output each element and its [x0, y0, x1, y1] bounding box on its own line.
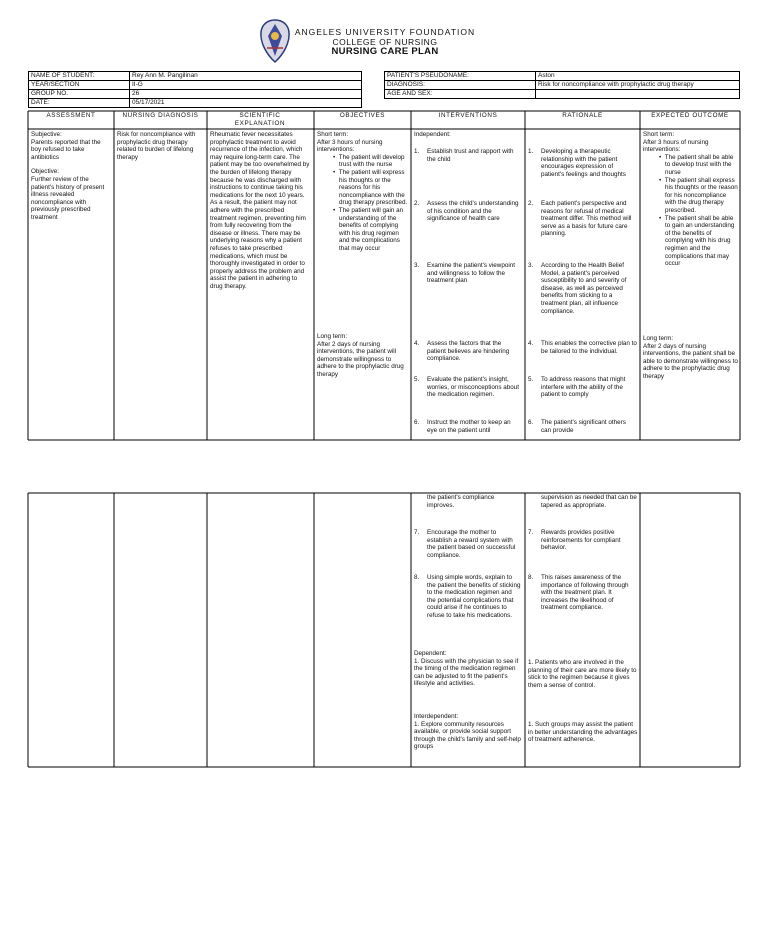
objectives-long-text: After 2 days of nursing interventions, the patient will demonstrate willingness to adhere to the prophylactic drug therapy [317, 340, 404, 378]
assessment-cell [31, 131, 111, 222]
scientific-explanation-text: Rheumatic fever necessitates prophylactic treatment to avoid recurrence of the infection, which may require long-term care. The patient may be too overwhelmed by the burden of lifelong therapy because he was discharged with instructions to continue taking his medications for the next 10 years. As a result, the patient may not adhere with the prescribed treatment regimen, preventing him from fully recovering from the disease or illness. There may be underlying reasons why a patient refuses to take prescribed medications, which must be thoroughly investigated in order to properly address the problem and assist the patient in adhering to drug therapy. [210, 131, 310, 290]
rationale-dependent-text: 1. Patients who are involved in the planning of their care are more likely to stick to the regimen because it gives them a sense of control. [528, 659, 637, 689]
table-row [385, 81, 740, 90]
col-header-rationale: RATIONALE [562, 112, 603, 119]
info-label: DATE: [29, 99, 130, 108]
info-label: DIAGNOSIS: [385, 81, 536, 90]
info-value: II-G [130, 81, 362, 90]
nursing-diagnosis-text: Risk for noncompliance with prophylactic drug therapy related to burden of lifelong therapy [117, 131, 196, 161]
objective-text: Further review of the patient's history of present illness revealed noncompliance with previously prescribed treatment [31, 175, 105, 221]
table-row [385, 90, 740, 99]
interdependent-label: Interdependent: [414, 713, 459, 720]
info-label: YEAR/SECTION [29, 81, 130, 90]
table-row [29, 99, 362, 108]
col-header-assessment: ASSESSMENT [46, 112, 96, 119]
rationale-interdependent-text: 1. Such groups may assist the patient in better understanding the advantages of treatment adherence. [528, 721, 638, 744]
student-info-table [28, 71, 362, 108]
expected-outcome-cell [643, 131, 738, 268]
document-header [290, 27, 480, 57]
outcome-long-term [643, 335, 738, 381]
col-header-interventions: INTERVENTIONS [438, 112, 498, 119]
objectives-long-label: Long term: [317, 333, 348, 340]
outcome-short-text: After 3 hours of nursing interventions: [643, 138, 709, 154]
col-header-expected-outcome: EXPECTED OUTCOME [651, 112, 729, 119]
intervention-item-continued: the patient's compliance improves. [427, 494, 495, 509]
objectives-long-term [317, 333, 409, 379]
objectives-short-label: Short term: [317, 131, 349, 138]
interventions-dependent [414, 650, 522, 688]
objectives-short-text: After 3 hours of nursing interventions: [317, 138, 383, 154]
interventions-interdependent [414, 713, 522, 751]
subjective-text: Parents reported that the boy refused to take antibiotics [31, 138, 101, 161]
outcome-long-label: Long term: [643, 335, 674, 342]
list-item: • The patient will develop trust with the nurse [333, 153, 405, 169]
info-label: PATIENT'S PSEUDONAME: [385, 72, 536, 81]
list-item: • The patient shall express his thoughts or the reason for his noncompliance with the drug therapy prescribed. [659, 176, 738, 214]
info-value [536, 90, 740, 99]
info-label: NAME OF STUDENT: [29, 72, 130, 81]
list-item: • The patient shall be able to develop trust with the nurse [659, 153, 734, 176]
table-row [29, 81, 362, 90]
info-label: GROUP NO. [29, 90, 130, 99]
info-value: Aston [536, 72, 740, 81]
rationale-item-continued: supervision as needed that can be tapered as appropriate. [541, 494, 637, 509]
dependent-label: Dependent: [414, 650, 447, 657]
info-label: AGE AND SEX: [385, 90, 536, 99]
col-header-objectives: OBJECTIVES [339, 112, 386, 119]
info-value: Rey Ann M. Pangilinan [130, 72, 362, 81]
table-row [29, 90, 362, 99]
objectives-cell [317, 131, 409, 253]
outcome-long-text: After 2 days of nursing interventions, the patient shall be able to demonstrate willingness to adhere to the prophylactic drug therapy [643, 342, 738, 380]
interdependent-text: 1. Explore community resources available, or provide social support through the child's family and self-help groups [414, 720, 521, 751]
patient-info-table [384, 71, 740, 99]
list-item: • The patient will gain an understanding of the benefits of complying with his drug regimen and the complications that may occur [333, 206, 404, 252]
subjective-label: Subjective: [31, 131, 62, 138]
info-value: Risk for noncompliance with prophylactic drug therapy [536, 81, 740, 90]
list-item: • The patient will express his thoughts or the reasons for his noncompliance with the drug therapy prescribed. [333, 168, 408, 207]
dependent-text: 1. Discuss with the physician to see if the timing of the medication regimen can be adjusted to fit the patient's lifestyle and activities. [414, 657, 519, 688]
info-value: 05/17/2021 [130, 99, 362, 108]
table-row [29, 72, 362, 81]
interventions-independent-label: Independent: [414, 131, 451, 138]
col-header-nursing-diagnosis: NURSING DIAGNOSIS [122, 112, 199, 119]
university-seal [258, 18, 292, 64]
document-title: NURSING CARE PLAN [331, 46, 439, 57]
col-header-scientific-explanation: SCIENTIFIC EXPLANATION [234, 112, 286, 127]
info-value: 26 [130, 90, 362, 99]
table-row [385, 72, 740, 81]
outcome-short-label: Short term: [643, 131, 675, 138]
list-item: • The patient shall be able to gain an understanding of the benefits of complying with his drug regimen and the complications that may occur [659, 214, 735, 268]
objective-label: Objective: [31, 168, 59, 176]
university-name: ANGELES UNIVERSITY FOUNDATION [294, 27, 476, 37]
college-name: COLLEGE OF NURSING [332, 37, 438, 47]
